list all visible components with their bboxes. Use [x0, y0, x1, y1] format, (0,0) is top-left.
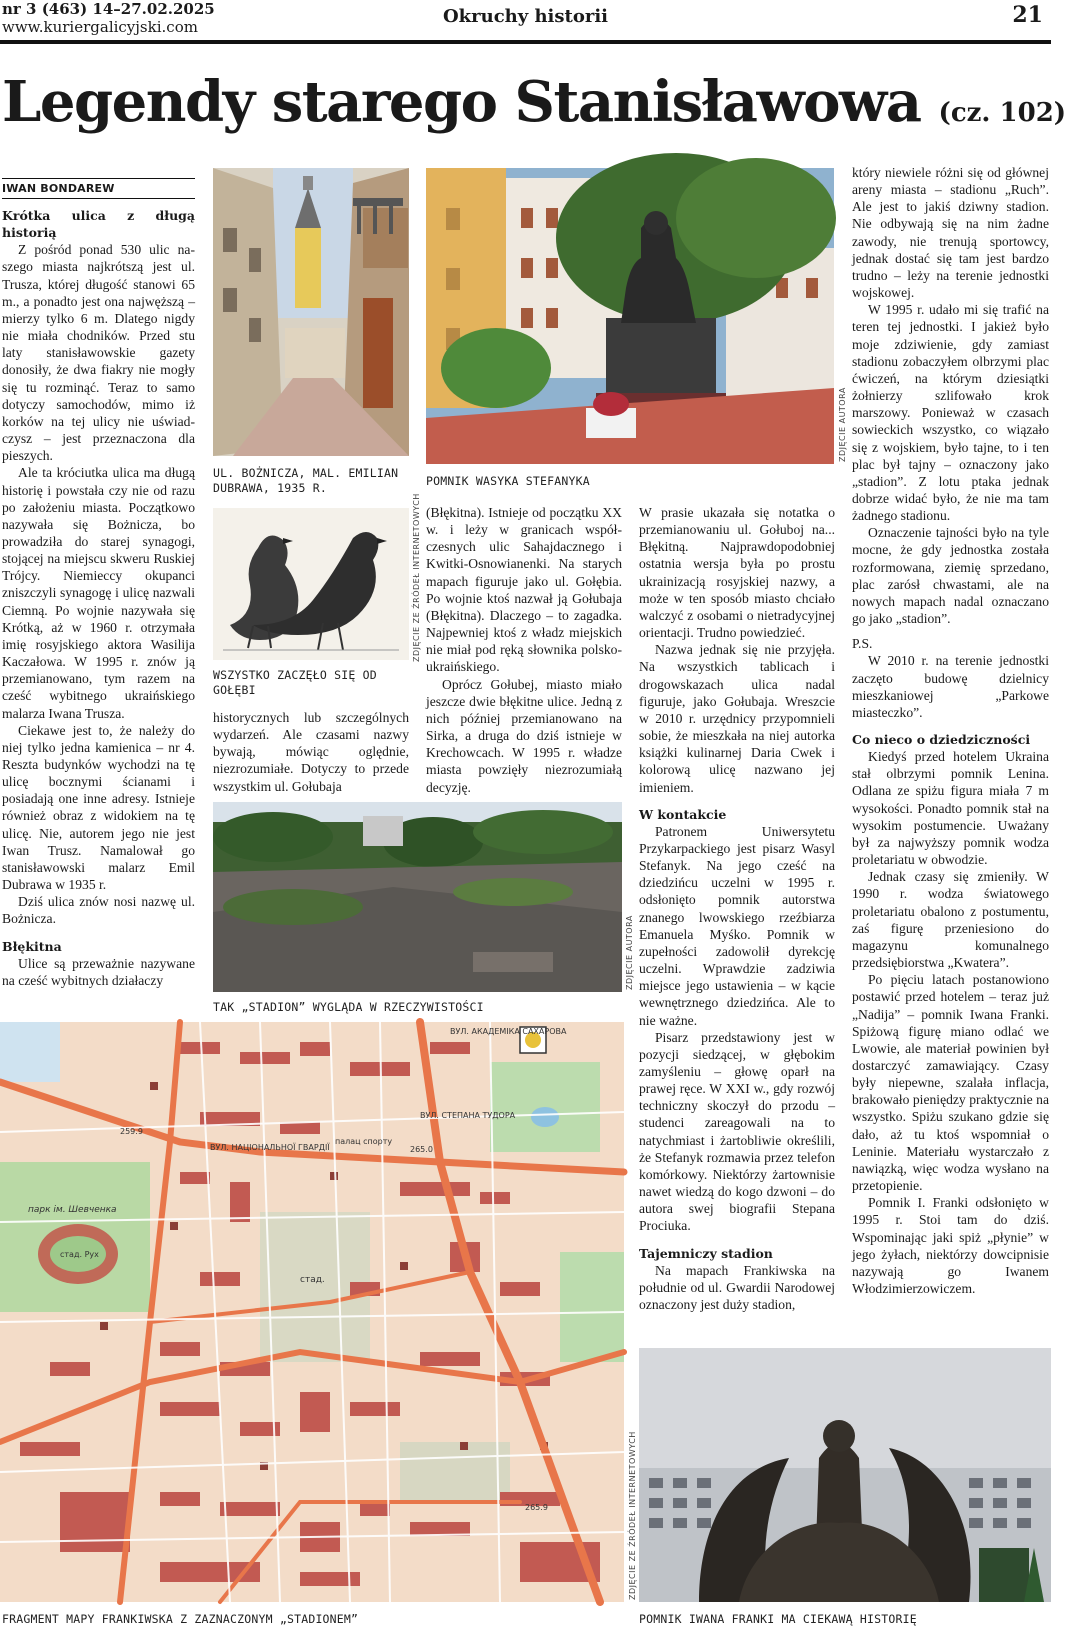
article-title: Legendy starego Stanisławowa: [2, 69, 921, 135]
map-label-elevation-3: 265.9: [525, 1503, 548, 1512]
street-painting-image: [213, 168, 409, 456]
paragraph: Nazwa jednak się nie przyjęła. Na wszystkich tablicach i drogowskazach ulica nadal figuruje, jako Gołubaja. Wreszcie w 2010 r. urzędnicy przypomnieli sobie, że mieszkała na niej autorka książki kulinarnej Daria Cwek i kolorową ulicę nazwano jej imieniem.: [639, 642, 835, 795]
photo-credit-internet: ZDJĘCIE ZE ŹRÓDEŁ INTERNETOWYCH: [628, 1431, 637, 1600]
section-title: Okruchy historii: [442, 6, 609, 27]
paragraph: Pomnik I. Franki odsłonięto w 1995 r. Stoi tam do dziś. Wspominając jaki spiż „płynie” w jego żyłach, niektórzy dowcipnisie nazywają go Iwanem Włodzimierzowiczem.: [852, 1195, 1049, 1296]
page-number: 21: [1012, 2, 1043, 28]
paragraph: W prasie ukazała się notatka o przemianowaniu ul. Gołuboj na... Błękitną. Najprawdopodobniej ostatnia wersja była po prostu ukrainizacją rosyjskiej nazwy, a może w ten sposób miasto chciało walczyć z osobami o nietradycyjnej orientacji. Trudno powiedzieć.: [639, 505, 835, 641]
paragraph: Ulice są przeważnie nazywane na cześć wybitnych działaczy: [2, 955, 195, 988]
stadium-photo: [213, 802, 622, 992]
map-svg: [0, 1022, 624, 1602]
paragraph: Oprócz Gołubej, miasto miało jeszcze dwie błękitne ulice. Jedną z nich później przemianowano na Sirka, a druga do dziś istnieje w Krechowcach. W 1995 r. władze miasta powzięły niezrozumiałą decyzję.: [426, 676, 622, 795]
photo-credit-author: ZDJĘCIE AUTORA: [625, 915, 634, 990]
franko-photo-svg: [639, 1348, 1051, 1602]
paragraph: Patronem Uniwersytetu Przykarpackiego jest pisarz Wasyl Stefanyk. Na jego cześć na dziedzińcu uczelni w 1995 r. odsłonięto pomnik autorstwa znanego lwowskiego rzeźbiarza Emanuela Myśko. Pomnik w zupełności zadowolił dyrekcję uczelni. Wprawdzie zadziwia miejsce jego ustawienia – w kącie wewnętrznego dziedzińca. Ale to nie ważne.: [639, 823, 835, 1028]
paragraph: Na mapach Frankiwska na południe od ul. Gwardii Narodowej oznaczony jest duży stadion,: [639, 1262, 835, 1313]
pigeons-svg: [213, 508, 409, 660]
city-map-image: [0, 1022, 624, 1602]
subheading: Co nieco o dziedziczności: [852, 732, 1031, 747]
paragraph: Dziś ulica znów nosi nazwę ul. Bożnicza.: [2, 894, 195, 927]
paragraph: W 2010 r. na terenie jednostki zaczęto budowę dzielnicy mieszkaniowej „Parkowe miasteczko”.: [852, 653, 1049, 720]
paragraph: który niewiele różni się od głównej areny miasta – stadionu „Ruch”. Ale jest to jakiś dziwny stadion. Nie odbywają się na nim żadne zawody, nie trenują sportowcy, jednak dostać się tam jest bardzo trudno – leży na terenie jednostki wojskowej.: [852, 165, 1049, 301]
author-byline: IWAN BONDAREW: [2, 178, 195, 199]
subheading: Krótka ulica z długą historią: [2, 208, 195, 241]
issue-number: nr 3 (463) 14–27.02.2025: [2, 0, 215, 18]
paragraph: Ciekawe jest to, że należy do niej tylko jedna kamienica – nr 4. Reszta budynków wychodzi na tę ulicę bocznymi ścianami i posiadają one inne adresy. Istnieje również obraz z widokiem na tę ulicę. Nie, autorem jego nie jest Iwan Trusz. Namalował go stanisławowski malarz Emil Dubrawa w 1935 r.: [2, 722, 195, 893]
photo-credit-internet: ZDJĘCIE ZE ŹRÓDEŁ INTERNETOWYCH: [412, 493, 421, 662]
map-label-elevation-1: 259.9: [120, 1127, 143, 1136]
map-label-secret-stadium: стад.: [300, 1275, 325, 1285]
paragraph: Oznaczenie tajności było na tyle mocne, że gdy jednostka została rozformowana, ziemię sprzedano, plac zarósł chwastami, ale na nowych mapach nadal oznaczano go jako „stadion”.: [852, 525, 1049, 627]
stadium-photo-svg: [213, 802, 622, 992]
caption-franko-monument: POMNIK IWANA FRANKI MA CIEKAWĄ HISTORIĘ: [639, 1612, 917, 1626]
text-column-3: [426, 504, 622, 799]
paragraph: W 1995 r. udało mi się trafić na teren tej jednostki. I jakież było moje zdziwienie, gdy zamiast stadionu zobaczyłem olbrzymi plac ćwiczeń, na którym dziesiątki żołnierzy szlifowało krok marszowy. Ponieważ w czasach sowieckich wszystko, co wiązało się z wojskiem, było tajne, to i ten plac był tajny – oznaczony jako „stadion”. Z lotu ptaka jednak dobrze widać było, że nie ma tam żadnego stadionu.: [852, 302, 1049, 524]
caption-stadium: TAK „STADION” WYGLĄDA W RZECZYWISTOŚCI: [213, 1000, 484, 1014]
paragraph: historycznych lub szczególnych wydarzeń. Ale czasami nazwy bywają, mówiąc oględnie, niezrozumiałe. Dotyczy to przede wszystkim ul. Gołubaja: [213, 710, 409, 794]
text-column-5: [852, 164, 1049, 1344]
map-label-stadium: стад. Рух: [60, 1250, 99, 1259]
subheading: Błękitna: [2, 938, 62, 954]
paragraph: Pisarz przedstawiony jest w pozycji siedzącej, w głębokim zamyśleniu – głowę oparł na prawej ręce. W XXI w., gdy rozwój techniczny skoczył do przodu – studenci zareagowali na to natychmiast i żartobliwie określili, że Stefanyk rozmawia przez telefon komórkowy. Niektórzy żartownisie nawet wiedzą do kogo dzwoni – do autora swej biografii Stepana Prociuka.: [639, 1029, 835, 1234]
paragraph: Z pośród ponad 530 ulic naszego miasta najkrótszą jest ul. Trusza, której długość stanowi 65 m., a ponadto jest ona najwęższą – mierzy tylko 6 m. Dlatego nigdy nie miała chodników. Przed stu laty stanisławowskie gazety donosiły, że dwa fiakry nie mogły się tu rozminąć. Teraz to samo dotyczy samochodów, mimo iż korków na tej ulicy nie uświadczysz – jest przeznaczona dla pieszych.: [2, 242, 195, 464]
monument-photo-svg: [426, 168, 834, 464]
stefanyk-monument-image: [426, 168, 834, 464]
caption-map: FRAGMENT MAPY FRANKIWSKA Z ZAZNACZONYM „STADIONEM”: [2, 1612, 359, 1626]
paragraph: Kiedyś przed hotelem Ukraina stał olbrzymi pomnik Lenina. Odlana ze spiżu figura miała 7 m wysokości. Ponadto pomnik stał na wysokim postumencie. Uważany był za najwyższy pomnik wodza proletariatu w obwodzie.: [852, 749, 1049, 868]
paragraph: Po pięciu latach postanowiono postawić przed hotelem – teraz już „Nadija” – pomnik Iwana Franki. Spiżową figurę miano odlać we Lwowie, ale materiał powinien był dostarczyć zamawiający. Czasy były niepewne, szalała inflacja, brakowało pieniędzy praktycznie na wszystko. Spiżu szukano gdzie się dało, aż tu ktoś wspomniał o Leninie. Materiału wystarczało z nawiązką, więc wodza wysłano na przetopienie.: [852, 972, 1049, 1194]
caption-street-painting: UL. BOŻNICZA, MAL. EMILIAN DUBRAWA, 1935 R.: [213, 466, 399, 495]
text-column-4: [639, 504, 835, 1334]
paragraph: Ale ta króciutka ulica ma długą historię i powstała czy nie od razu po założeniu miasta. Początkowo nazywała się Bożnicza, bo prowadziła do starej synagogi, stojącej na miejscu skweru Ruskiej Trójcy. Niemieccy okupanci zniszczyli synagogę i ulicę nazwali Ciemną. Po wojnie nazywała się Krótką, aż w 1960 r. otrzymała imię rosyjskiego aktora Wasilija Kaczałowa. W 1995 r. znów ją przemianowano, tym razem na cześć wybitnego ukraińskiego malarza Iwana Trusza.: [2, 465, 195, 721]
subheading: Tajemniczy stadion: [639, 1245, 773, 1261]
map-label-street-1: ВУЛ. АКАДЕМІКА САХАРОВА: [450, 1027, 567, 1036]
ps-label: P.S.: [852, 636, 873, 652]
pigeons-illustration: [213, 508, 409, 660]
text-column-2: [213, 709, 409, 799]
map-label-park: парк ім. Шевченка: [28, 1205, 117, 1215]
map-label-elevation-2: 265.0: [410, 1145, 433, 1154]
subheading: W kontakcie: [639, 806, 727, 822]
street-painting-svg: [213, 168, 409, 456]
article-part: (cz. 102): [938, 98, 1066, 128]
franko-monument-photo: [639, 1348, 1051, 1602]
caption-stefanyk-monument: POMNIK WASYKA STEFANYKA: [426, 474, 590, 488]
text-column-1: [2, 207, 195, 995]
photo-credit-author: ZDJĘCIE AUTORA: [838, 387, 847, 462]
caption-pigeons: WSZYSTKO ZACZĘŁO SIĘ OD GOŁĘBI: [213, 668, 377, 697]
site-url: www.kuriergalicyjski.com: [2, 18, 198, 36]
article-headline: [2, 68, 1066, 147]
map-label-street-3: ВУЛ. НАЦІОНАЛЬНОЇ ГВАРДІЇ: [210, 1143, 330, 1152]
map-label-street-2: ВУЛ. СТЕПАНА ТУДОРА: [420, 1111, 516, 1120]
paragraph: Jednak czasy się zmieniły. W 1990 r. wodza światowego proletariatu obalono z postumentu, zaś figurę przeniesiono do magazynu komunalnego przedsiębiorstwa „Kwatera”.: [852, 869, 1049, 971]
map-label-palace: палац спорту: [335, 1137, 393, 1146]
paragraph: (Błękitna). Istnieje od początku XX w. i leży w granicach współczesnych ulic Sahajdacznego i Kwitki-Osnowianenki. Na starych mapach figuruje jako ul. Gołębia. Po wojnie ktoś nazwał ją Gołubaja (Błękitna). Dlaczego – to zagadka. Najpewniej ktoś z władz miejskich nie miał pod ręką słownika polsko-ukraińskiego.: [426, 505, 622, 675]
